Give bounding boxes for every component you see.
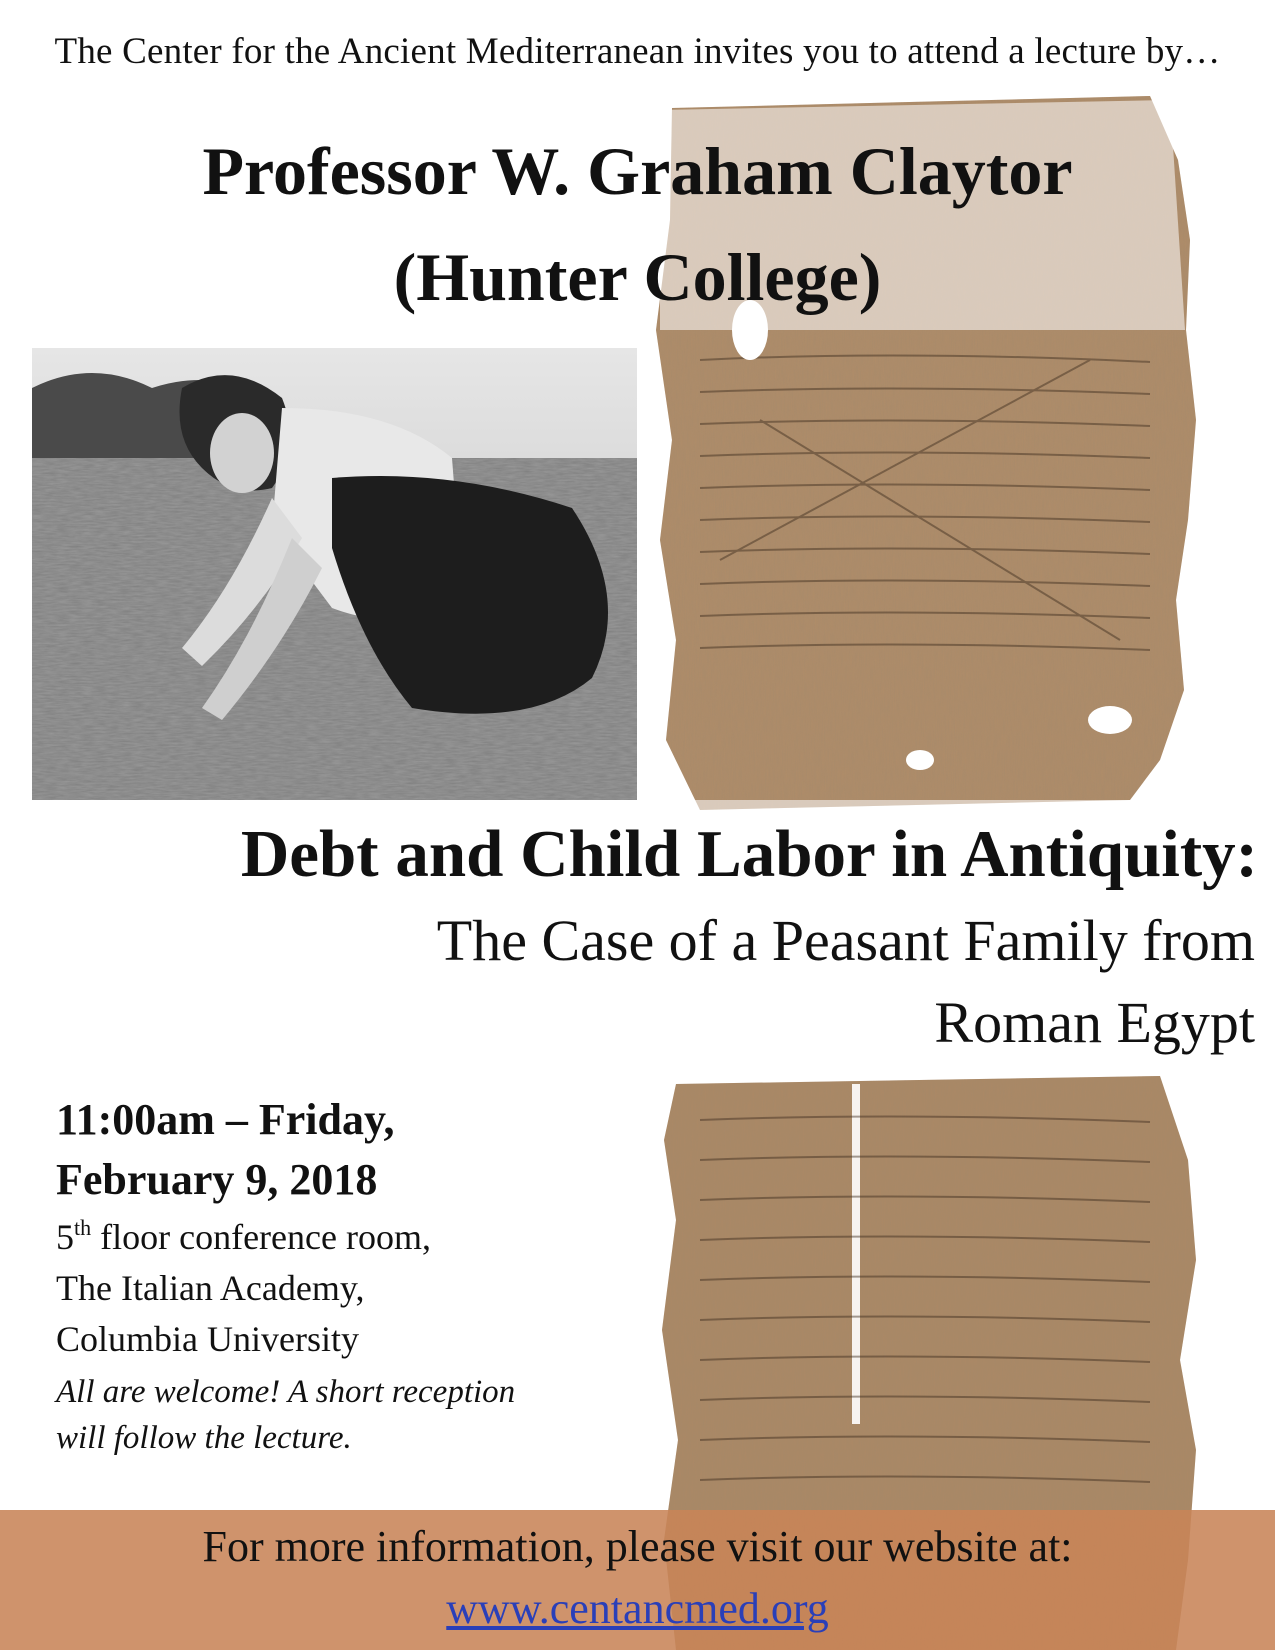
event-floor-number: 5 <box>56 1217 74 1257</box>
footer-info-text: For more information, please visit our website at: <box>202 1522 1073 1571</box>
lecture-subtitle-line2: Roman Egypt <box>934 990 1255 1055</box>
speaker-block <box>0 118 1275 330</box>
invitation-line: The Center for the Ancient Mediterranean invites you to attend a lecture by… <box>54 31 1221 72</box>
event-floor-suffix: th <box>74 1215 92 1240</box>
event-datetime-line2: February 9, 2018 <box>56 1155 378 1204</box>
event-note <box>56 1369 656 1461</box>
speaker-name: Professor W. Graham Claytor <box>202 133 1073 209</box>
event-room <box>56 1212 656 1263</box>
website-link[interactable]: www.centancmed.org <box>446 1584 829 1633</box>
woman-gathering-photo <box>32 348 637 800</box>
event-venue: The Italian Academy, <box>56 1268 365 1308</box>
lecture-title: Debt and Child Labor in Antiquity: <box>240 817 1258 891</box>
event-institution: Columbia University <box>56 1319 359 1359</box>
event-details <box>56 1090 656 1461</box>
event-note-line2: will follow the lecture. <box>56 1420 352 1456</box>
event-room-name: floor conference room, <box>100 1217 431 1257</box>
event-datetime-line1: 11:00am – Friday, <box>56 1095 395 1144</box>
lecture-subtitle <box>255 900 1255 1064</box>
lecture-subtitle-line1: The Case of a Peasant Family from <box>436 908 1255 973</box>
event-note-line1: All are welcome! A short reception <box>56 1374 516 1410</box>
speaker-affiliation: (Hunter College) <box>393 239 882 315</box>
